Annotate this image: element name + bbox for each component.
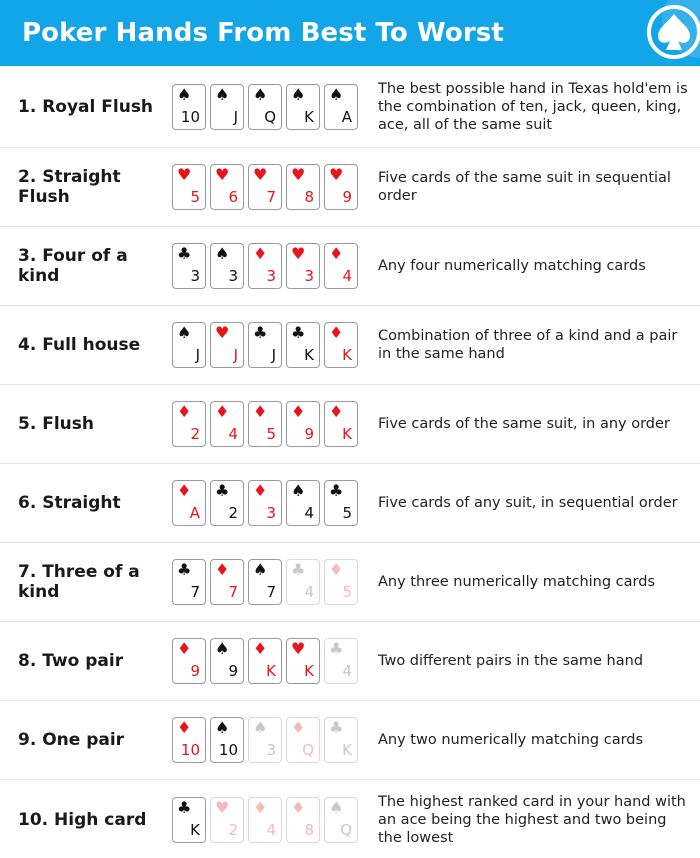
suit-icon: ♣ [215,481,230,500]
suit-icon: ♦ [291,798,306,817]
suit-icon: ♦ [253,402,268,421]
card-rank: J [233,107,238,126]
suit-icon: ♣ [177,560,192,579]
suit-icon: ♥ [253,165,268,184]
hand-row [0,543,700,622]
card-rank: J [195,346,200,364]
card-group [172,84,360,130]
suit-icon: ♦ [291,402,306,421]
playing-card [172,243,206,289]
hand-description: Any two numerically matching cards [378,732,644,748]
playing-card [172,797,206,843]
playing-card [286,559,320,605]
playing-card [286,84,320,130]
card-rank: 10 [180,741,200,759]
hand-name: 3. Four of a kind [18,246,128,286]
suit-icon: ♦ [329,560,344,579]
card-rank: 3 [266,504,276,522]
suit-icon: ♣ [329,718,344,737]
hand-rankings-list [0,66,700,858]
card-rank: 2 [228,821,238,839]
card-rank: J [233,346,238,364]
card-rank: K [266,662,276,680]
playing-card [324,322,358,368]
suit-icon: ♠ [253,560,268,579]
header-banner [0,0,700,66]
suit-icon: ♥ [177,165,192,184]
hand-row [0,701,700,780]
playing-card [210,164,244,210]
card-rank: J [271,346,276,364]
playing-card [324,559,358,605]
playing-card [172,480,206,526]
card-group [172,164,360,210]
playing-card [210,717,244,763]
card-rank: 9 [228,662,238,680]
card-rank: 10 [180,107,200,126]
card-rank: 3 [228,267,238,285]
card-rank: 4 [266,821,276,839]
card-rank: 7 [190,583,200,601]
card-rank: 2 [190,425,200,443]
suit-icon: ♠ [177,323,192,342]
playing-card [324,164,358,210]
card-rank: K [304,662,314,680]
card-rank: 9 [342,188,352,206]
suit-icon: ♥ [329,165,344,184]
suit-icon: ♦ [215,560,230,579]
playing-card [172,84,206,130]
card-rank: 7 [266,583,276,601]
suit-icon: ♥ [215,165,230,184]
card-rank: 5 [266,425,276,443]
card-rank: 4 [304,504,314,522]
hand-name: 6. Straight [18,493,121,513]
suit-icon: ♦ [177,402,192,421]
suit-icon: ♣ [177,798,192,817]
playing-card [248,164,282,210]
suit-icon: ♠ [329,84,344,104]
playing-card [286,401,320,447]
card-rank: A [341,107,352,126]
hand-row [0,464,700,543]
hand-description: Any three numerically matching cards [378,574,656,590]
playing-card [286,638,320,684]
hand-name: 5. Flush [18,414,94,434]
card-rank: 5 [342,504,352,522]
suit-icon: ♦ [253,481,268,500]
suit-icon: ♥ [291,244,306,263]
hand-name: 10. High card [18,810,147,830]
suit-icon: ♦ [253,798,268,817]
card-rank: 8 [304,188,314,206]
hand-name: 9. One pair [18,730,125,750]
suit-icon: ♦ [177,481,192,500]
suit-icon: ♥ [291,165,306,184]
playing-card [172,322,206,368]
card-rank: 3 [190,267,200,285]
suit-icon: ♦ [329,244,344,263]
hand-row [0,148,700,227]
suit-icon: ♦ [329,402,344,421]
card-rank: K [342,346,352,364]
playing-card [210,322,244,368]
playing-card [248,322,282,368]
suit-icon: ♠ [215,718,230,737]
card-rank: K [342,741,352,759]
playing-card [248,559,282,605]
hand-row [0,227,700,306]
playing-card [210,84,244,130]
card-rank: K [304,107,314,126]
hand-description: Combination of three of a kind and a pair in the same hand [378,328,678,362]
hand-description: The highest ranked card in your hand with an ace being the highest and two being the lowest [378,794,686,846]
card-rank: 3 [266,267,276,285]
suit-icon: ♦ [253,244,268,263]
card-rank: 5 [342,583,352,601]
suit-icon: ♣ [329,481,344,500]
playing-card [324,717,358,763]
playing-card [324,480,358,526]
suit-icon: ♠ [291,481,306,500]
card-rank: 6 [228,188,238,206]
card-group [172,797,360,843]
suit-icon: ♦ [177,718,192,737]
hand-row [0,622,700,701]
card-rank: K [304,346,314,364]
playing-card [172,638,206,684]
suit-icon: ♣ [291,323,306,342]
suit-icon: ♦ [215,402,230,421]
hand-name: 4. Full house [18,335,141,355]
hand-description: Five cards of the same suit, in any order [378,416,670,432]
card-rank: 9 [190,662,200,680]
card-rank: 4 [342,267,352,285]
hand-description: Any four numerically matching cards [378,258,646,274]
playing-card [172,401,206,447]
suit-icon: ♠ [215,639,230,658]
playing-card [210,480,244,526]
card-rank: Q [302,741,314,759]
playing-card [286,243,320,289]
card-group [172,638,360,684]
suit-icon: ♣ [329,639,344,658]
hand-name: 2. Straight Flush [18,167,121,207]
card-rank: 9 [304,425,314,443]
playing-card [210,797,244,843]
suit-icon: ♠ [253,84,268,104]
suit-icon: ♥ [215,323,230,342]
playing-card [324,638,358,684]
hand-row [0,385,700,464]
suit-icon: ♠ [215,84,230,104]
playing-card [248,243,282,289]
playing-card [324,797,358,843]
hand-description: The best possible hand in Texas hold'em is the combination of ten, jack, queen, king, ace, all of the same suit [378,80,688,133]
card-rank: 5 [190,188,200,206]
suit-icon: ♦ [291,718,306,737]
playing-card [210,401,244,447]
playing-card [324,84,358,130]
card-group [172,717,360,763]
card-rank: 2 [228,504,238,522]
card-group [172,559,360,605]
suit-icon: ♠ [215,244,230,263]
suit-icon: ♥ [215,798,230,817]
suit-icon: ♥ [291,639,306,658]
hand-row [0,306,700,385]
playing-card [172,164,206,210]
spade-logo-icon [608,0,700,66]
hand-row [0,780,700,858]
playing-card [248,401,282,447]
playing-card [210,243,244,289]
card-group [172,401,360,447]
card-group [172,322,360,368]
suit-icon: ♣ [253,323,268,342]
suit-icon: ♠ [291,84,306,104]
playing-card [248,480,282,526]
hand-name: 8. Two pair [18,651,124,671]
hand-row [0,66,700,148]
card-group [172,243,360,289]
suit-icon: ♣ [177,244,192,263]
card-rank: K [342,425,352,443]
playing-card [248,84,282,130]
suit-icon: ♦ [329,323,344,342]
card-group [172,480,360,526]
playing-card [172,559,206,605]
card-rank: A [189,504,200,522]
card-rank: 7 [266,188,276,206]
hand-description: Five cards of the same suit in sequential order [378,170,671,204]
playing-card [286,164,320,210]
playing-card [286,480,320,526]
card-rank: K [190,821,200,839]
card-rank: 8 [304,821,314,839]
card-rank: 10 [218,741,238,759]
playing-card [172,717,206,763]
card-rank: 4 [304,583,314,601]
playing-card [248,797,282,843]
playing-card [286,797,320,843]
playing-card [286,322,320,368]
playing-card [324,243,358,289]
suit-icon: ♠ [329,798,344,817]
suit-icon: ♣ [291,560,306,579]
playing-card [324,401,358,447]
suit-icon: ♠ [177,84,192,104]
card-rank: 3 [266,741,276,759]
page-title: Poker Hands From Best To Worst [22,18,504,48]
card-rank: 4 [228,425,238,443]
card-rank: 4 [342,662,352,680]
card-rank: 7 [228,583,238,601]
card-rank: Q [264,107,276,126]
hand-description: Two different pairs in the same hand [378,653,644,669]
playing-card [210,638,244,684]
playing-card [286,717,320,763]
card-rank: Q [340,821,352,839]
suit-icon: ♦ [253,639,268,658]
playing-card [248,638,282,684]
hand-name: 1. Royal Flush [18,96,154,117]
playing-card [210,559,244,605]
card-rank: 3 [304,267,314,285]
suit-icon: ♠ [253,718,268,737]
playing-card [248,717,282,763]
hand-name: 7. Three of a kind [18,562,140,602]
hand-description: Five cards of any suit, in sequential order [378,495,678,511]
suit-icon: ♦ [177,639,192,658]
